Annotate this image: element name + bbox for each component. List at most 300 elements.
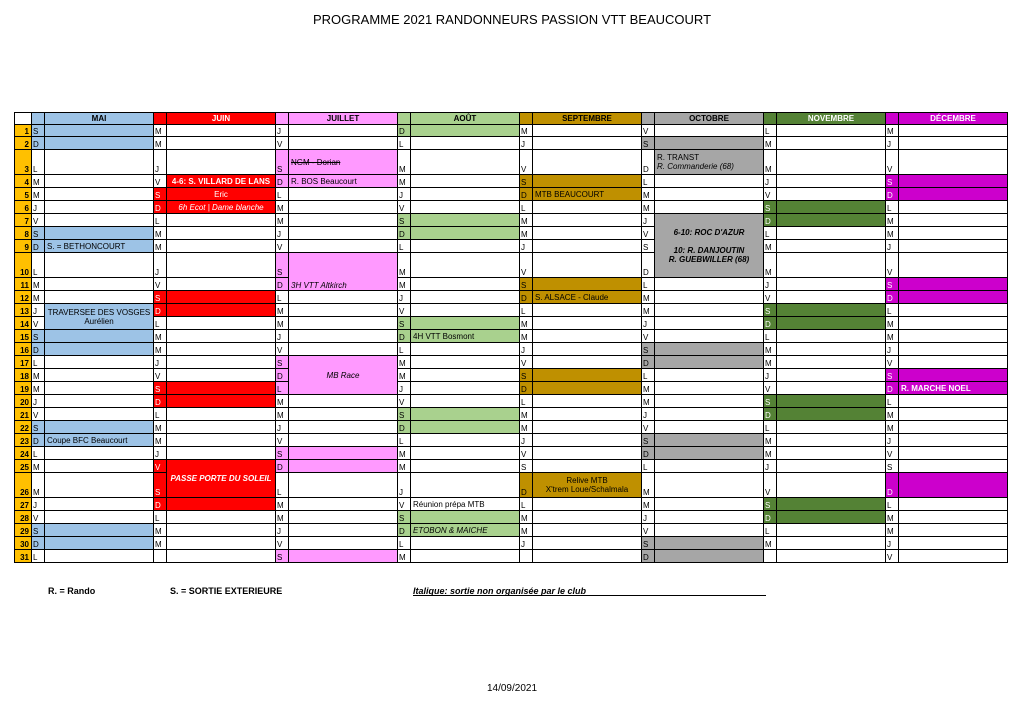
- event-cell[interactable]: [898, 536, 1008, 550]
- day-letter: J: [519, 239, 533, 253]
- event-cell[interactable]: [532, 200, 642, 214]
- day-letter: L: [397, 536, 411, 550]
- event-cell[interactable]: Réunion prépa MTB: [410, 497, 520, 511]
- event-cell[interactable]: [654, 536, 764, 550]
- event-cell[interactable]: [410, 549, 520, 563]
- event-cell[interactable]: [288, 497, 398, 511]
- day-number: 12: [14, 290, 32, 304]
- event-cell[interactable]: [654, 549, 764, 563]
- event-cell[interactable]: [410, 303, 520, 317]
- event-cell[interactable]: [654, 277, 764, 291]
- event-cell[interactable]: [532, 420, 642, 434]
- event-cell[interactable]: [166, 536, 276, 550]
- month-header-septembre: SEPTEMBRE: [532, 112, 642, 125]
- event-cell[interactable]: [776, 187, 886, 201]
- page-title: PROGRAMME 2021 RANDONNEURS PASSION VTT BEAUCOURT: [312, 12, 712, 27]
- event-cell[interactable]: [410, 174, 520, 188]
- event-cell[interactable]: [288, 226, 398, 240]
- event-cell[interactable]: [898, 420, 1008, 434]
- day-letter: D: [763, 407, 777, 421]
- event-cell[interactable]: [898, 549, 1008, 563]
- day-letter: M: [763, 136, 777, 150]
- event-cell[interactable]: [44, 381, 154, 395]
- event-cell[interactable]: [654, 329, 764, 343]
- event-cell[interactable]: [44, 394, 154, 408]
- day-letter: D: [153, 497, 167, 511]
- day-letter: M: [763, 252, 777, 278]
- day-letter: L: [519, 303, 533, 317]
- event-cell[interactable]: [410, 187, 520, 201]
- event-cell[interactable]: [288, 536, 398, 550]
- event-cell[interactable]: [654, 368, 764, 382]
- event-cell[interactable]: TRAVERSEE DES VOSGES Aurélien: [44, 303, 154, 330]
- event-cell[interactable]: [898, 342, 1008, 356]
- event-cell[interactable]: [410, 420, 520, 434]
- event-cell[interactable]: [410, 459, 520, 473]
- event-cell[interactable]: [166, 407, 276, 421]
- event-cell[interactable]: [410, 290, 520, 304]
- event-cell[interactable]: [532, 136, 642, 150]
- event-cell[interactable]: [166, 381, 276, 395]
- day-letter: V: [275, 342, 289, 356]
- event-cell[interactable]: [288, 136, 398, 150]
- event-cell[interactable]: [654, 459, 764, 473]
- event-cell[interactable]: [44, 329, 154, 343]
- event-cell[interactable]: [654, 381, 764, 395]
- event-cell[interactable]: [44, 200, 154, 214]
- event-cell[interactable]: [44, 136, 154, 150]
- day-letter: L: [519, 497, 533, 511]
- event-cell[interactable]: [654, 420, 764, 434]
- event-cell[interactable]: [532, 523, 642, 537]
- event-cell[interactable]: [898, 149, 1008, 175]
- day-letter: M: [275, 316, 289, 330]
- day-letter: M: [641, 290, 655, 304]
- event-cell[interactable]: [654, 433, 764, 447]
- event-cell[interactable]: [776, 368, 886, 382]
- event-cell[interactable]: [898, 394, 1008, 408]
- event-cell[interactable]: [166, 446, 276, 460]
- event-cell[interactable]: [410, 277, 520, 291]
- event-cell[interactable]: [410, 342, 520, 356]
- event-cell[interactable]: [44, 368, 154, 382]
- event-cell[interactable]: [654, 290, 764, 304]
- event-cell[interactable]: [288, 407, 398, 421]
- event-cell[interactable]: [288, 523, 398, 537]
- day-letter: J: [275, 523, 289, 537]
- event-cell[interactable]: [776, 446, 886, 460]
- event-cell[interactable]: [44, 446, 154, 460]
- event-cell[interactable]: [898, 510, 1008, 524]
- event-cell[interactable]: [44, 472, 154, 498]
- event-cell[interactable]: ETOBON & MAICHE: [410, 523, 520, 537]
- event-cell[interactable]: [776, 510, 886, 524]
- event-cell[interactable]: [532, 226, 642, 240]
- event-cell[interactable]: [776, 200, 886, 214]
- event-cell[interactable]: [898, 316, 1008, 330]
- day-number: 16: [14, 342, 32, 356]
- event-cell[interactable]: [654, 174, 764, 188]
- event-cell[interactable]: [288, 420, 398, 434]
- event-cell[interactable]: [288, 213, 398, 227]
- day-letter: L: [153, 316, 167, 330]
- event-cell[interactable]: [532, 368, 642, 382]
- day-letter: M: [153, 239, 167, 253]
- event-cell[interactable]: [44, 277, 154, 291]
- day-number: 9: [14, 239, 32, 253]
- day-letter: M: [641, 187, 655, 201]
- event-cell[interactable]: [532, 510, 642, 524]
- event-cell[interactable]: [776, 355, 886, 369]
- event-cell[interactable]: [898, 497, 1008, 511]
- event-cell[interactable]: Relive MTB X'trem Loue/Schalmala: [532, 472, 642, 498]
- event-cell[interactable]: [532, 549, 642, 563]
- event-cell[interactable]: [44, 355, 154, 369]
- day-letter: M: [641, 200, 655, 214]
- event-cell[interactable]: [166, 549, 276, 563]
- event-cell[interactable]: [654, 510, 764, 524]
- event-cell[interactable]: [288, 459, 398, 473]
- day-letter: S: [519, 459, 533, 473]
- event-cell[interactable]: 6-10: ROC D'AZUR 10: R. DANJOUTIN R. GUEBWILLER (68): [654, 213, 764, 278]
- day-letter: M: [153, 433, 167, 447]
- event-cell[interactable]: [166, 329, 276, 343]
- day-letter: V: [641, 226, 655, 240]
- event-cell[interactable]: [44, 174, 154, 188]
- event-cell[interactable]: [776, 303, 886, 317]
- day-number: 25: [14, 459, 32, 473]
- event-cell[interactable]: [288, 200, 398, 214]
- event-cell[interactable]: [166, 213, 276, 227]
- event-cell[interactable]: [776, 290, 886, 304]
- day-letter: S: [275, 252, 289, 278]
- event-cell[interactable]: [532, 316, 642, 330]
- event-cell[interactable]: [166, 252, 276, 278]
- event-cell[interactable]: [532, 497, 642, 511]
- event-cell[interactable]: [532, 329, 642, 343]
- event-cell[interactable]: [532, 446, 642, 460]
- event-cell[interactable]: [776, 239, 886, 253]
- event-cell[interactable]: Eric: [166, 187, 276, 201]
- event-cell[interactable]: [166, 342, 276, 356]
- event-cell[interactable]: [166, 316, 276, 330]
- event-cell[interactable]: [44, 549, 154, 563]
- event-cell[interactable]: [410, 213, 520, 227]
- event-cell[interactable]: [288, 549, 398, 563]
- event-cell[interactable]: [166, 497, 276, 511]
- event-cell[interactable]: R. BOS Beaucourt: [288, 174, 398, 188]
- event-cell[interactable]: MB Race: [288, 355, 398, 395]
- day-number: 5: [14, 187, 32, 201]
- event-cell[interactable]: 4H VTT Bosmont: [410, 329, 520, 343]
- event-cell[interactable]: [898, 290, 1008, 304]
- event-cell[interactable]: [166, 420, 276, 434]
- event-cell[interactable]: [288, 290, 398, 304]
- day-letter: S: [397, 213, 411, 227]
- event-cell[interactable]: [410, 316, 520, 330]
- event-cell[interactable]: [44, 420, 154, 434]
- event-cell[interactable]: [44, 252, 154, 278]
- event-cell[interactable]: [654, 472, 764, 498]
- event-cell[interactable]: [898, 239, 1008, 253]
- day-letter: L: [763, 523, 777, 537]
- event-cell[interactable]: [44, 342, 154, 356]
- event-cell[interactable]: [532, 174, 642, 188]
- event-cell[interactable]: [898, 459, 1008, 473]
- event-cell[interactable]: [898, 472, 1008, 498]
- day-letter: M: [641, 381, 655, 395]
- event-cell[interactable]: [532, 342, 642, 356]
- day-letter: L: [31, 149, 45, 175]
- event-cell[interactable]: [532, 536, 642, 550]
- event-cell[interactable]: [410, 136, 520, 150]
- event-cell[interactable]: [532, 213, 642, 227]
- event-cell[interactable]: [288, 239, 398, 253]
- event-cell[interactable]: [776, 459, 886, 473]
- event-cell[interactable]: [898, 303, 1008, 317]
- event-cell[interactable]: [532, 381, 642, 395]
- event-cell[interactable]: [776, 213, 886, 227]
- event-cell[interactable]: [288, 187, 398, 201]
- event-cell[interactable]: [410, 536, 520, 550]
- event-cell[interactable]: 4-6: S. VILLARD DE LANS: [166, 174, 276, 188]
- event-cell[interactable]: [166, 368, 276, 382]
- event-cell[interactable]: [166, 226, 276, 240]
- event-cell[interactable]: PASSE PORTE DU SOLEIL: [166, 459, 276, 498]
- event-cell[interactable]: [410, 252, 520, 278]
- event-cell[interactable]: [776, 226, 886, 240]
- event-cell[interactable]: [776, 433, 886, 447]
- event-cell[interactable]: [776, 420, 886, 434]
- event-cell[interactable]: [410, 407, 520, 421]
- event-cell[interactable]: [776, 472, 886, 498]
- event-cell[interactable]: [776, 316, 886, 330]
- event-cell[interactable]: [166, 303, 276, 317]
- day-letter: D: [763, 316, 777, 330]
- event-cell[interactable]: 3H VTT Altkirch: [288, 252, 398, 291]
- event-cell[interactable]: [166, 290, 276, 304]
- event-cell[interactable]: [532, 239, 642, 253]
- event-cell[interactable]: [44, 510, 154, 524]
- day-letter: J: [641, 407, 655, 421]
- day-number: 17: [14, 355, 32, 369]
- event-cell[interactable]: MTB BEAUCOURT: [532, 187, 642, 201]
- day-letter: M: [763, 536, 777, 550]
- day-number: 6: [14, 200, 32, 214]
- event-cell[interactable]: [654, 407, 764, 421]
- event-cell[interactable]: [288, 433, 398, 447]
- event-cell[interactable]: [776, 394, 886, 408]
- event-cell[interactable]: [410, 394, 520, 408]
- day-letter: M: [31, 290, 45, 304]
- event-cell[interactable]: [898, 200, 1008, 214]
- day-letter: M: [641, 497, 655, 511]
- day-letter: V: [153, 174, 167, 188]
- event-cell[interactable]: [532, 394, 642, 408]
- event-cell[interactable]: [532, 407, 642, 421]
- day-letter: L: [641, 459, 655, 473]
- event-cell[interactable]: [776, 252, 886, 278]
- day-letter: M: [641, 303, 655, 317]
- event-cell[interactable]: [288, 303, 398, 317]
- event-cell[interactable]: [898, 174, 1008, 188]
- day-letter: V: [31, 213, 45, 227]
- day-number: 11: [14, 277, 32, 291]
- event-cell[interactable]: [166, 277, 276, 291]
- event-cell[interactable]: [776, 381, 886, 395]
- event-cell[interactable]: [44, 149, 154, 175]
- event-cell[interactable]: [776, 536, 886, 550]
- day-number: 29: [14, 523, 32, 537]
- event-cell[interactable]: [44, 497, 154, 511]
- event-cell[interactable]: [166, 433, 276, 447]
- day-letter: M: [153, 342, 167, 356]
- event-cell[interactable]: [288, 342, 398, 356]
- event-cell[interactable]: [532, 303, 642, 317]
- event-cell[interactable]: [898, 355, 1008, 369]
- day-number: 27: [14, 497, 32, 511]
- day-letter: V: [641, 329, 655, 343]
- event-cell[interactable]: [898, 446, 1008, 460]
- day-letter: S: [153, 381, 167, 395]
- event-cell[interactable]: [898, 329, 1008, 343]
- event-cell[interactable]: S. ALSACE - Claude: [532, 290, 642, 304]
- day-letter: D: [397, 420, 411, 434]
- event-cell[interactable]: [898, 277, 1008, 291]
- event-cell[interactable]: [410, 446, 520, 460]
- event-cell[interactable]: [776, 497, 886, 511]
- event-cell[interactable]: [410, 149, 520, 175]
- event-cell[interactable]: [166, 239, 276, 253]
- day-letter: D: [275, 174, 289, 188]
- event-cell[interactable]: 6h Ecot | Dame blanche: [166, 200, 276, 214]
- event-cell[interactable]: [532, 252, 642, 278]
- event-cell[interactable]: [410, 239, 520, 253]
- day-letter: S: [153, 187, 167, 201]
- event-cell[interactable]: [654, 136, 764, 150]
- event-cell[interactable]: [410, 226, 520, 240]
- event-cell[interactable]: [288, 472, 398, 498]
- event-cell[interactable]: [410, 200, 520, 214]
- event-cell[interactable]: [898, 368, 1008, 382]
- event-cell[interactable]: [776, 523, 886, 537]
- event-cell[interactable]: R. TRANST R. Commanderie (68): [654, 149, 764, 175]
- event-cell[interactable]: [410, 368, 520, 382]
- event-cell[interactable]: [654, 523, 764, 537]
- event-cell[interactable]: [532, 149, 642, 175]
- day-letter: M: [885, 420, 899, 434]
- event-cell[interactable]: R. MARCHE NOEL: [898, 381, 1008, 395]
- event-cell[interactable]: [532, 277, 642, 291]
- event-cell[interactable]: [776, 329, 886, 343]
- event-cell[interactable]: [776, 342, 886, 356]
- event-cell[interactable]: [654, 316, 764, 330]
- event-cell[interactable]: [410, 433, 520, 447]
- event-cell[interactable]: [532, 459, 642, 473]
- day-number: 26: [14, 472, 32, 498]
- event-cell[interactable]: [44, 459, 154, 473]
- event-cell[interactable]: NGM - Dorian: [288, 149, 398, 175]
- event-cell[interactable]: [532, 433, 642, 447]
- day-letter: M: [397, 149, 411, 175]
- event-cell[interactable]: [44, 290, 154, 304]
- event-cell[interactable]: [410, 381, 520, 395]
- event-cell[interactable]: [898, 252, 1008, 278]
- day-letter: J: [641, 510, 655, 524]
- event-cell[interactable]: [410, 472, 520, 498]
- event-cell[interactable]: [898, 213, 1008, 227]
- event-cell[interactable]: [898, 136, 1008, 150]
- event-cell[interactable]: [654, 446, 764, 460]
- event-cell[interactable]: [654, 187, 764, 201]
- day-letter: L: [763, 226, 777, 240]
- event-cell[interactable]: [654, 303, 764, 317]
- event-cell[interactable]: [776, 549, 886, 563]
- event-cell[interactable]: [654, 497, 764, 511]
- event-cell[interactable]: [44, 536, 154, 550]
- event-cell[interactable]: [776, 136, 886, 150]
- event-cell[interactable]: [44, 213, 154, 227]
- event-cell[interactable]: [898, 226, 1008, 240]
- event-cell[interactable]: [166, 136, 276, 150]
- event-cell[interactable]: [166, 355, 276, 369]
- event-cell[interactable]: [532, 355, 642, 369]
- day-letter: V: [763, 187, 777, 201]
- event-cell[interactable]: [288, 510, 398, 524]
- day-letter: S: [885, 174, 899, 188]
- event-cell[interactable]: [410, 510, 520, 524]
- event-cell[interactable]: [166, 523, 276, 537]
- day-letter: M: [763, 149, 777, 175]
- event-cell[interactable]: [410, 355, 520, 369]
- event-cell[interactable]: [288, 394, 398, 408]
- event-cell[interactable]: [898, 407, 1008, 421]
- event-cell[interactable]: Coupe BFC Beaucourt: [44, 433, 154, 447]
- event-cell[interactable]: [898, 523, 1008, 537]
- event-cell[interactable]: [288, 329, 398, 343]
- day-letter: M: [153, 329, 167, 343]
- day-letter: J: [31, 497, 45, 511]
- event-cell[interactable]: [44, 407, 154, 421]
- event-cell[interactable]: [898, 433, 1008, 447]
- day-letter: M: [153, 536, 167, 550]
- event-cell[interactable]: [166, 149, 276, 175]
- event-cell[interactable]: [776, 174, 886, 188]
- day-letter: M: [275, 394, 289, 408]
- day-letter: L: [31, 355, 45, 369]
- event-cell[interactable]: [166, 394, 276, 408]
- event-cell[interactable]: [776, 407, 886, 421]
- event-cell[interactable]: [654, 342, 764, 356]
- event-cell[interactable]: [44, 523, 154, 537]
- day-letter: M: [885, 523, 899, 537]
- event-cell[interactable]: [44, 226, 154, 240]
- event-cell[interactable]: [654, 200, 764, 214]
- event-cell[interactable]: [654, 394, 764, 408]
- event-cell[interactable]: [898, 187, 1008, 201]
- event-cell[interactable]: S. = BETHONCOURT: [44, 239, 154, 253]
- event-cell[interactable]: [776, 277, 886, 291]
- day-letter: S: [397, 316, 411, 330]
- day-letter: V: [885, 446, 899, 460]
- day-letter: L: [397, 342, 411, 356]
- event-cell[interactable]: [44, 187, 154, 201]
- event-cell[interactable]: [288, 316, 398, 330]
- event-cell[interactable]: [288, 446, 398, 460]
- event-cell[interactable]: [654, 355, 764, 369]
- event-cell[interactable]: [166, 510, 276, 524]
- event-cell[interactable]: [776, 149, 886, 175]
